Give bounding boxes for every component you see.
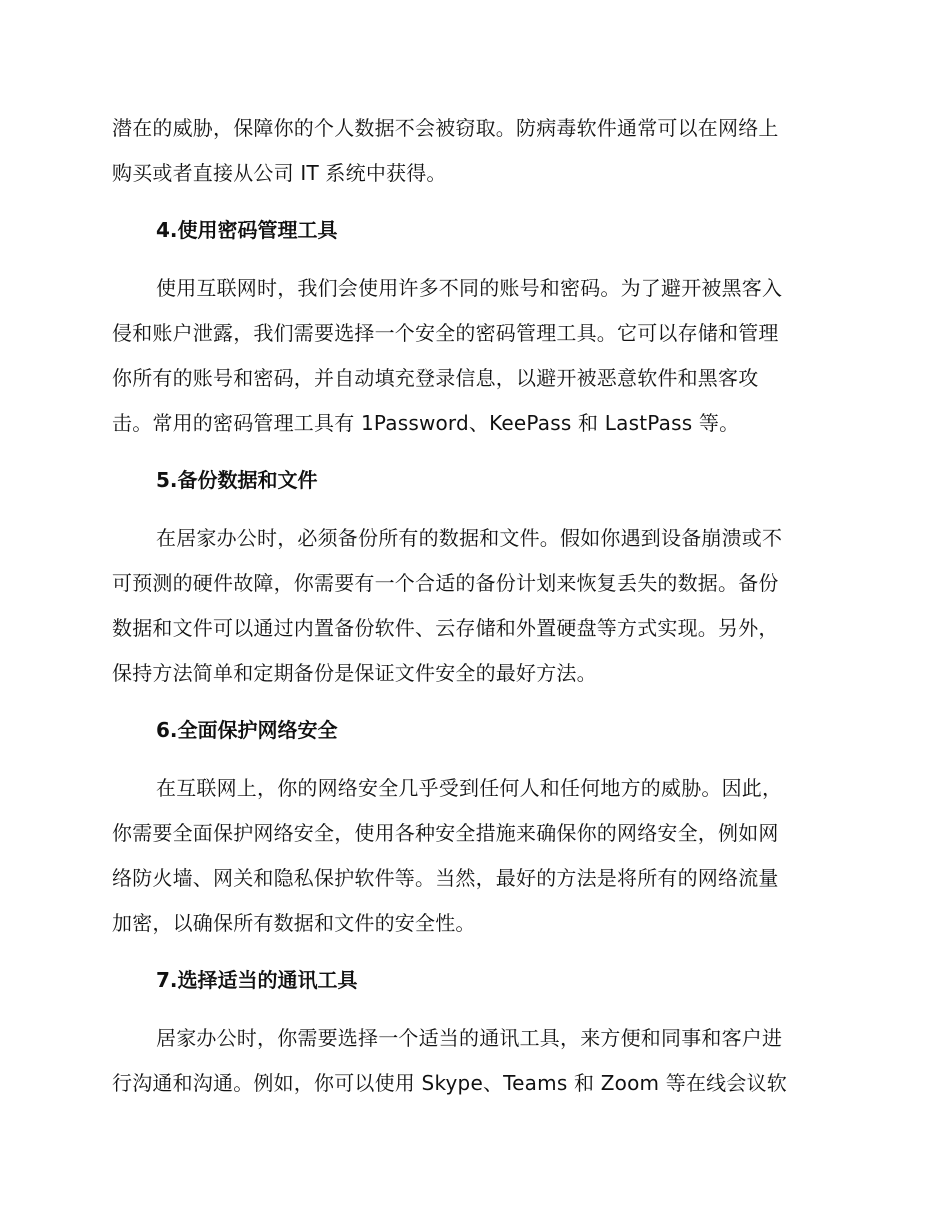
section-4-heading: 4.使用密码管理工具 (156, 218, 338, 242)
section-5-line-2: 可预测的硬件故障，你需要有一个合适的备份计划来恢复丢失的数据。备份 (112, 571, 779, 595)
section-4-line-3: 你所有的账号和密码，并自动填充登录信息，以避开被恶意软件和黑客攻 (112, 366, 759, 390)
section-5-line-3: 数据和文件可以通过内置备份软件、云存储和外置硬盘等方式实现。另外， (112, 616, 779, 640)
intro-line-1: 潜在的威胁，保障你的个人数据不会被窃取。防病毒软件通常可以在网络上 (112, 116, 779, 140)
section-5-line-1: 在居家办公时，必须备份所有的数据和文件。假如你遇到设备崩溃或不 (156, 526, 783, 550)
section-4-line-2: 侵和账户泄露，我们需要选择一个安全的密码管理工具。它可以存储和管理 (112, 321, 779, 345)
section-6-line-3: 络防火墙、网关和隐私保护软件等。当然，最好的方法是将所有的网络流量 (112, 866, 779, 890)
section-7-heading: 7.选择适当的通讯工具 (156, 968, 358, 992)
section-4-line-1: 使用互联网时，我们会使用许多不同的账号和密码。为了避开被黑客入 (156, 276, 783, 300)
section-6-heading: 6.全面保护网络安全 (156, 718, 338, 742)
intro-line-2: 购买或者直接从公司 IT 系统中获得。 (112, 161, 447, 185)
section-6-line-2: 你需要全面保护网络安全，使用各种安全措施来确保你的网络安全，例如网 (112, 821, 779, 845)
section-7-line-1: 居家办公时，你需要选择一个适当的通讯工具，来方便和同事和客户进 (156, 1026, 783, 1050)
section-6-line-4: 加密，以确保所有数据和文件的安全性。 (112, 911, 476, 935)
section-5-heading: 5.备份数据和文件 (156, 468, 318, 492)
section-5-line-4: 保持方法简单和定期备份是保证文件安全的最好方法。 (112, 661, 597, 685)
section-4-line-4: 击。常用的密码管理工具有 1Password、KeePass 和 LastPass 等。 (112, 411, 740, 435)
section-6-line-1: 在互联网上，你的网络安全几乎受到任何人和任何地方的威胁。因此， (156, 776, 783, 800)
section-7-line-2: 行沟通和沟通。例如，你可以使用 Skype、Teams 和 Zoom 等在线会议软 (112, 1071, 787, 1095)
